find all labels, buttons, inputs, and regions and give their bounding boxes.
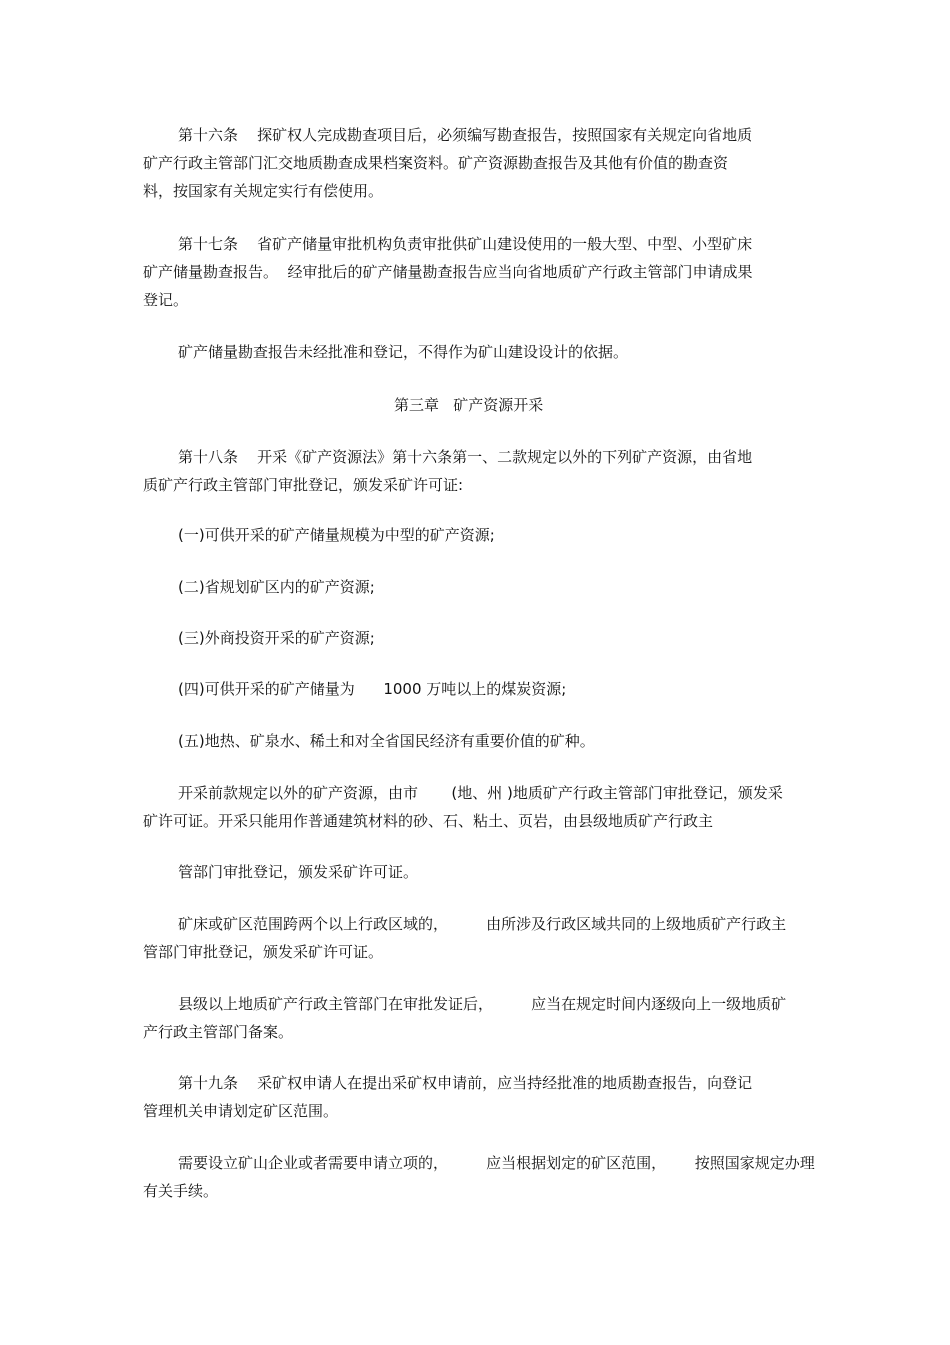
article-17-line-3: 登记。: [143, 291, 189, 309]
city-level-para-line-3: 管部门审批登记，颁发采矿许可证。: [178, 863, 419, 881]
article-18-item-3: (三)外商投资开采的矿产资源;: [178, 629, 375, 647]
article-18-line-2: 质矿产行政主管部门审批登记，颁发采矿许可证:: [143, 476, 464, 494]
cross-region-para-line-1: 矿床或矿区范围跨两个以上行政区域的， 由所涉及行政区域共同的上级地质矿产行政主: [178, 915, 787, 933]
article-16-line-1: 第十六条 探矿权人完成勘查项目后，必须编写勘查报告，按照国家有关规定向省地质: [178, 126, 753, 144]
article-18-item-1: (一)可供开采的矿产储量规模为中型的矿产资源;: [178, 526, 495, 544]
county-level-para-line-2: 产行政主管部门备案。: [143, 1023, 294, 1041]
article-18-item-2: (二)省规划矿区内的矿产资源;: [178, 578, 375, 596]
reserve-report-note: 矿产储量勘查报告未经批准和登记，不得作为矿山建设设计的依据。: [178, 343, 629, 361]
article-19-line-2: 管理机关申请划定矿区范围。: [143, 1102, 339, 1120]
article-18-line-1: 第十八条 开采《矿产资源法》第十六条第一、二款规定以外的下列矿产资源，由省地: [178, 448, 753, 466]
chapter-3-title: 第三章 矿产资源开采: [394, 396, 544, 414]
article-18-item-4: (四)可供开采的矿产储量为 1000 万吨以上的煤炭资源;: [178, 680, 567, 698]
county-level-para-line-1: 县级以上地质矿产行政主管部门在审批发证后， 应当在规定时间内逐级向上一级地质矿: [178, 995, 787, 1013]
article-18-item-5: (五)地热、矿泉水、稀土和对全省国民经济有重要价值的矿种。: [178, 732, 595, 750]
article-19-line-1: 第十九条 采矿权申请人在提出采矿权申请前，应当持经批准的地质勘查报告，向登记: [178, 1074, 753, 1092]
city-level-para-line-2: 矿许可证。开采只能用作普通建筑材料的砂、石、粘土、页岩，由县级地质矿产行政主: [143, 812, 714, 830]
article-17-line-1: 第十七条 省矿产储量审批机构负责审批供矿山建设使用的一般大型、中型、小型矿床: [178, 235, 753, 253]
project-para-line-2: 有关手续。: [143, 1182, 219, 1200]
article-17-line-2: 矿产储量勘查报告。 经审批后的矿产储量勘查报告应当向省地质矿产行政主管部门申请成果: [143, 263, 753, 281]
cross-region-para-line-2: 管部门审批登记，颁发采矿许可证。: [143, 943, 384, 961]
project-para-line-1: 需要设立矿山企业或者需要申请立项的， 应当根据划定的矿区范围， 按照国家规定办理: [178, 1154, 815, 1172]
article-16-line-3: 料，按国家有关规定实行有偿使用。: [143, 182, 384, 200]
article-16-line-2: 矿产行政主管部门汇交地质勘查成果档案资料。矿产资源勘查报告及其他有价值的勘查资: [143, 154, 729, 172]
city-level-para-line-1: 开采前款规定以外的矿产资源，由市 (地、州 )地质矿产行政主管部门审批登记，颁发采: [178, 784, 783, 802]
